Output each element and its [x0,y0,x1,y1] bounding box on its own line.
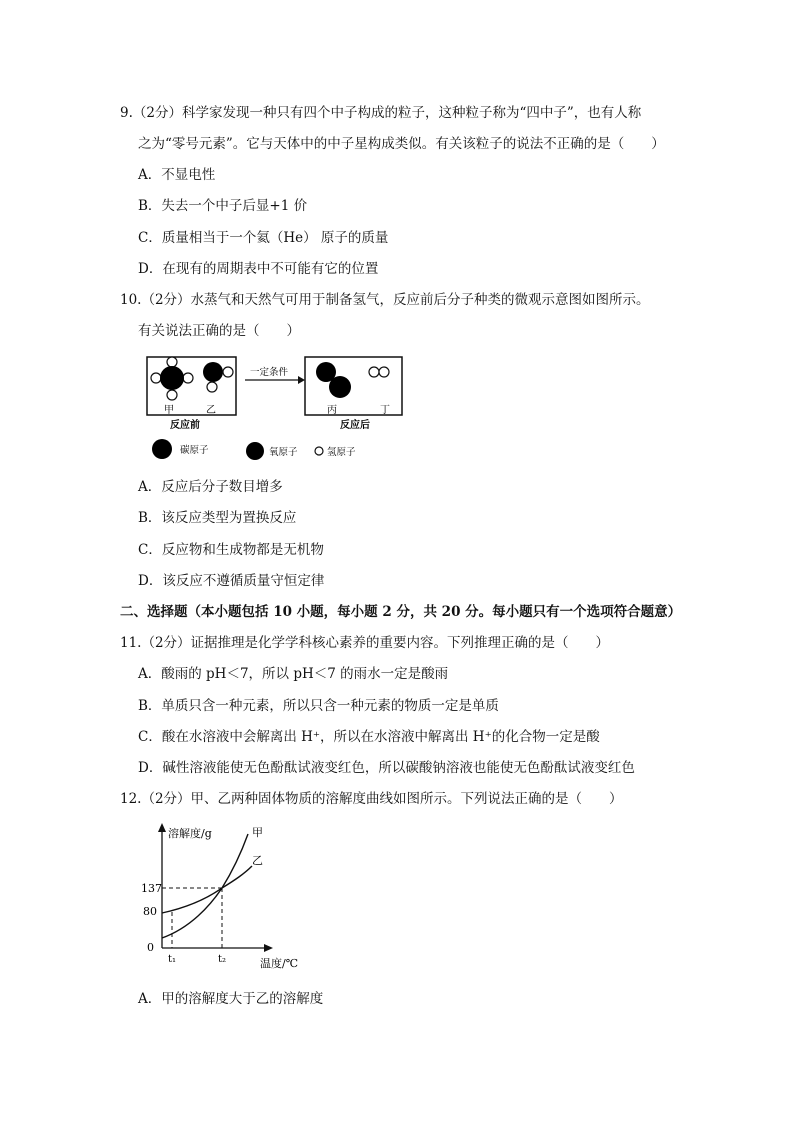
hydrogen-atom-icon [369,367,379,377]
curve-yi [162,866,252,913]
x-axis-label: 温度/℃ [260,957,299,970]
y-tick-137: 137 [141,882,162,895]
q10-option-b: B．该反应类型为置换反应 [138,510,297,526]
before-box [147,357,236,415]
label-jia: 甲 [164,405,174,416]
legend-oxygen: 氧原子 [269,447,298,458]
series-label-yi: 乙 [252,854,263,867]
legend-hydrogen: 氢原子 [327,447,356,458]
y-tick-0: 0 [147,941,154,954]
legend-carbon: 碳原子 [180,445,209,456]
q12-option-a: A．甲的溶解度大于乙的溶解度 [138,991,324,1007]
hydrogen-atom-icon [167,357,177,367]
legend-hydrogen-icon [315,447,323,455]
label-ding: 丁 [380,405,390,416]
q11-option-c: C．酸在水溶液中会解离出 H⁺，所以在水溶液中解离出 H⁺的化合物一定是酸 [138,729,600,745]
x-tick-t2: t₂ [218,954,227,965]
q12-line1: 12.（2分）甲、乙两种固体物质的溶解度曲线如图所示。下列说法正确的是（ ） [120,791,623,807]
label-bing: 丙 [327,405,337,416]
q10-option-c: C．反应物和生成物都是无机物 [138,542,324,558]
label-yi: 乙 [206,405,216,416]
q11-option-b: B．单质只含一种元素，所以只含一种元素的物质一定是单质 [138,698,499,714]
q9-option-d: D．在现有的周期表中不可能有它的位置 [138,261,379,277]
hydrogen-atom-icon [379,367,389,377]
legend-carbon-icon [152,439,172,459]
q9-option-b: B．失去一个中子后显+1 价 [138,198,308,214]
q10-option-a: A．反应后分子数目增多 [138,479,283,495]
oxygen-atom-icon [329,376,351,398]
q10-line1: 10.（2分）水蒸气和天然气可用于制备氢气，反应前后分子种类的微观示意图如图所示。 [120,292,650,308]
arrow-label: 一定条件 [250,367,289,378]
y-tick-80: 80 [143,905,157,918]
hydrogen-atom-icon [207,382,217,392]
y-axis-arrow-icon [158,823,166,832]
series-label-jia: 甲 [252,826,263,839]
section-2-heading: 二、选择题（本小题包括 10 小题，每小题 2 分，共 20 分。每小题只有一个选项符合题意） [120,604,682,620]
y-axis-label: 溶解度/g [168,827,212,840]
curve-jia [162,834,248,938]
hydrogen-atom-icon [151,373,161,383]
reaction-figure [140,350,390,462]
q9-line1: 9.（2分）科学家发现一种只有四个中子构成的粒子，这种粒子称为“四中子”，也有人称 [120,105,642,121]
x-tick-t1: t₁ [168,954,177,965]
x-axis-arrow-icon [264,944,273,952]
carbon-atom-icon [160,366,184,390]
hydrogen-atom-icon [167,390,177,400]
oxygen-atom-icon [203,362,223,382]
solubility-chart [140,820,320,972]
label-before: 反应前 [170,420,200,431]
q9-option-a: A．不显电性 [138,167,216,183]
q11-option-d: D．碱性溶液能使无色酚酞试液变红色，所以碳酸钠溶液也能使无色酚酞试液变红色 [138,760,635,776]
q11-line1: 11.（2分）证据推理是化学学科核心素养的重要内容。下列推理正确的是（ ） [120,635,610,651]
label-after: 反应后 [340,420,370,431]
q10-option-d: D．该反应不遵循质量守恒定律 [138,573,325,589]
q11-option-a: A．酸雨的 pH＜7，所以 pH＜7 的雨水一定是酸雨 [138,666,449,682]
arrow-head-icon [298,376,305,384]
q10-line2: 有关说法正确的是（ ） [138,323,300,339]
q9-option-c: C．质量相当于一个氦（He） 原子的质量 [138,230,389,246]
hydrogen-atom-icon [183,373,193,383]
hydrogen-atom-icon [223,367,233,377]
legend-oxygen-icon [246,442,264,460]
q9-line2: 之为“零号元素”。它与天体中的中子星构成类似。有关该粒子的说法不正确的是（ ） [138,136,665,152]
